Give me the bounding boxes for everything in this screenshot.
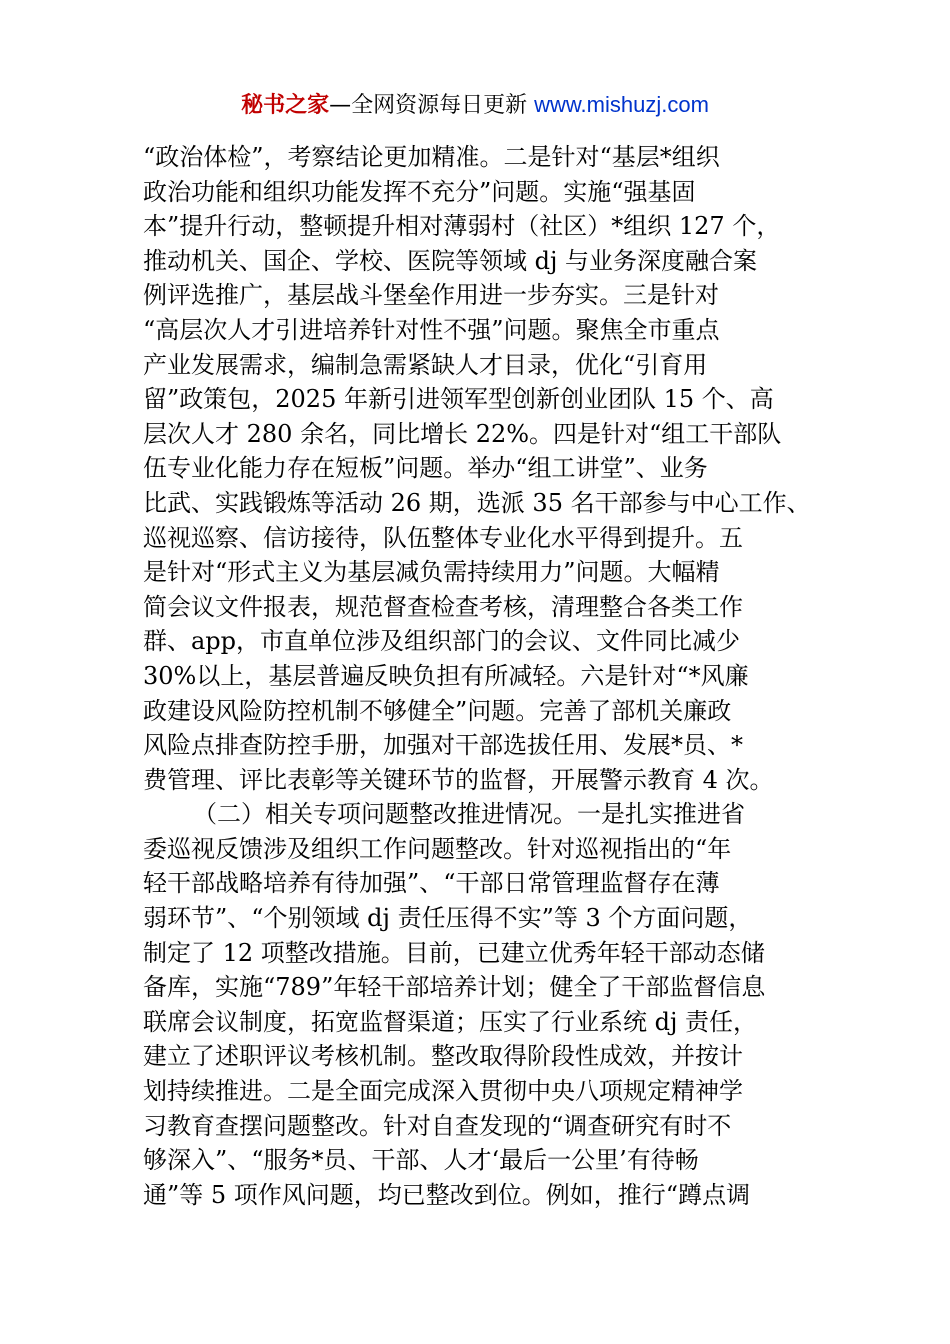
text-line: 30%以上，基层普遍反映负担有所减轻。六是针对“*风廉	[143, 661, 749, 690]
text-line: 例评选推广，基层战斗堡垒作用进一步夯实。三是针对	[143, 281, 719, 310]
text-line: 备库，实施“789”年轻干部培养计划；健全了干部监督信息	[143, 973, 766, 1002]
site-url[interactable]: www.mishuzj.com	[534, 92, 709, 117]
text-line: 推动机关、国企、学校、医院等领域 dj 与业务深度融合案	[143, 246, 758, 275]
text-line: 够深入”、“服务*员、干部、人才‘最后一公里’有待畅	[143, 1146, 699, 1175]
text-line: 费管理、评比表彰等关键环节的监督，开展警示教育 4 次。	[143, 765, 774, 794]
text-line: 委巡视反馈涉及组织工作问题整改。针对巡视指出的“年	[143, 834, 732, 863]
site-tagline: —全网资源每日更新	[329, 93, 535, 118]
text-line: 联席会议制度，拓宽监督渠道；压实了行业系统 dj 责任，	[143, 1007, 758, 1036]
text-line: 通”等 5 项作风问题，均已整改到位。例如，推行“蹲点调	[143, 1180, 751, 1209]
text-line: 巡视巡察、信访接待，队伍整体专业化水平得到提升。五	[143, 523, 743, 552]
document-body	[143, 140, 813, 1212]
page-header	[0, 88, 950, 123]
text-line: 留”政策包，2025 年新引进领军型创新创业团队 15 个、高	[143, 385, 774, 414]
text-line: 政治功能和组织功能发挥不充分”问题。实施“强基固	[143, 177, 696, 206]
text-line: 群、app，市直单位涉及组织部门的会议、文件同比减少	[143, 627, 741, 656]
text-line: 伍专业化能力存在短板”问题。举办“组工讲堂”、业务	[143, 454, 708, 483]
text-line: 本”提升行动，整顿提升相对薄弱村（社区）*组织 127 个，	[143, 212, 781, 241]
text-line: 风险点排查防控手册，加强对干部选拔任用、发展*员、*	[143, 731, 743, 760]
text-line: 政建设风险防控机制不够健全”问题。完善了部机关廉政	[143, 696, 732, 725]
text-line: “高层次人才引进培养针对性不强”问题。聚焦全市重点	[143, 315, 720, 344]
text-line: “政治体检”，考察结论更加精准。二是针对“基层*组织	[143, 143, 720, 171]
site-brand: 秘书之家	[241, 93, 330, 118]
paragraph-start-line: （二）相关专项问题整改推进情况。一是扎实推进省	[193, 800, 745, 829]
text-line: 简会议文件报表，规范督查检查考核，清理整合各类工作	[143, 592, 743, 621]
text-line: 习教育查摆问题整改。针对自查发现的“调查研究有时不	[143, 1111, 732, 1140]
text-line: 是针对“形式主义为基层减负需持续用力”问题。大幅精	[143, 558, 720, 587]
text-line: 建立了述职评议考核机制。整改取得阶段性成效，并按计	[143, 1042, 743, 1071]
text-line: 弱环节”、“个别领域 dj 责任压得不实”等 3 个方面问题，	[143, 904, 753, 933]
text-line: 比武、实践锻炼等活动 26 期，选派 35 名干部参与中心工作、	[143, 488, 811, 517]
text-line: 层次人才 280 余名，同比增长 22%。四是针对“组工干部队	[143, 419, 782, 448]
text-line: 划持续推进。二是全面完成深入贯彻中央八项规定精神学	[143, 1077, 743, 1106]
text-line: 制定了 12 项整改措施。目前，已建立优秀年轻干部动态储	[143, 938, 765, 967]
text-line: 产业发展需求，编制急需紧缺人才目录，优化“引育用	[143, 350, 708, 379]
text-line: 轻干部战略培养有待加强”、“干部日常管理监督存在薄	[143, 869, 720, 898]
